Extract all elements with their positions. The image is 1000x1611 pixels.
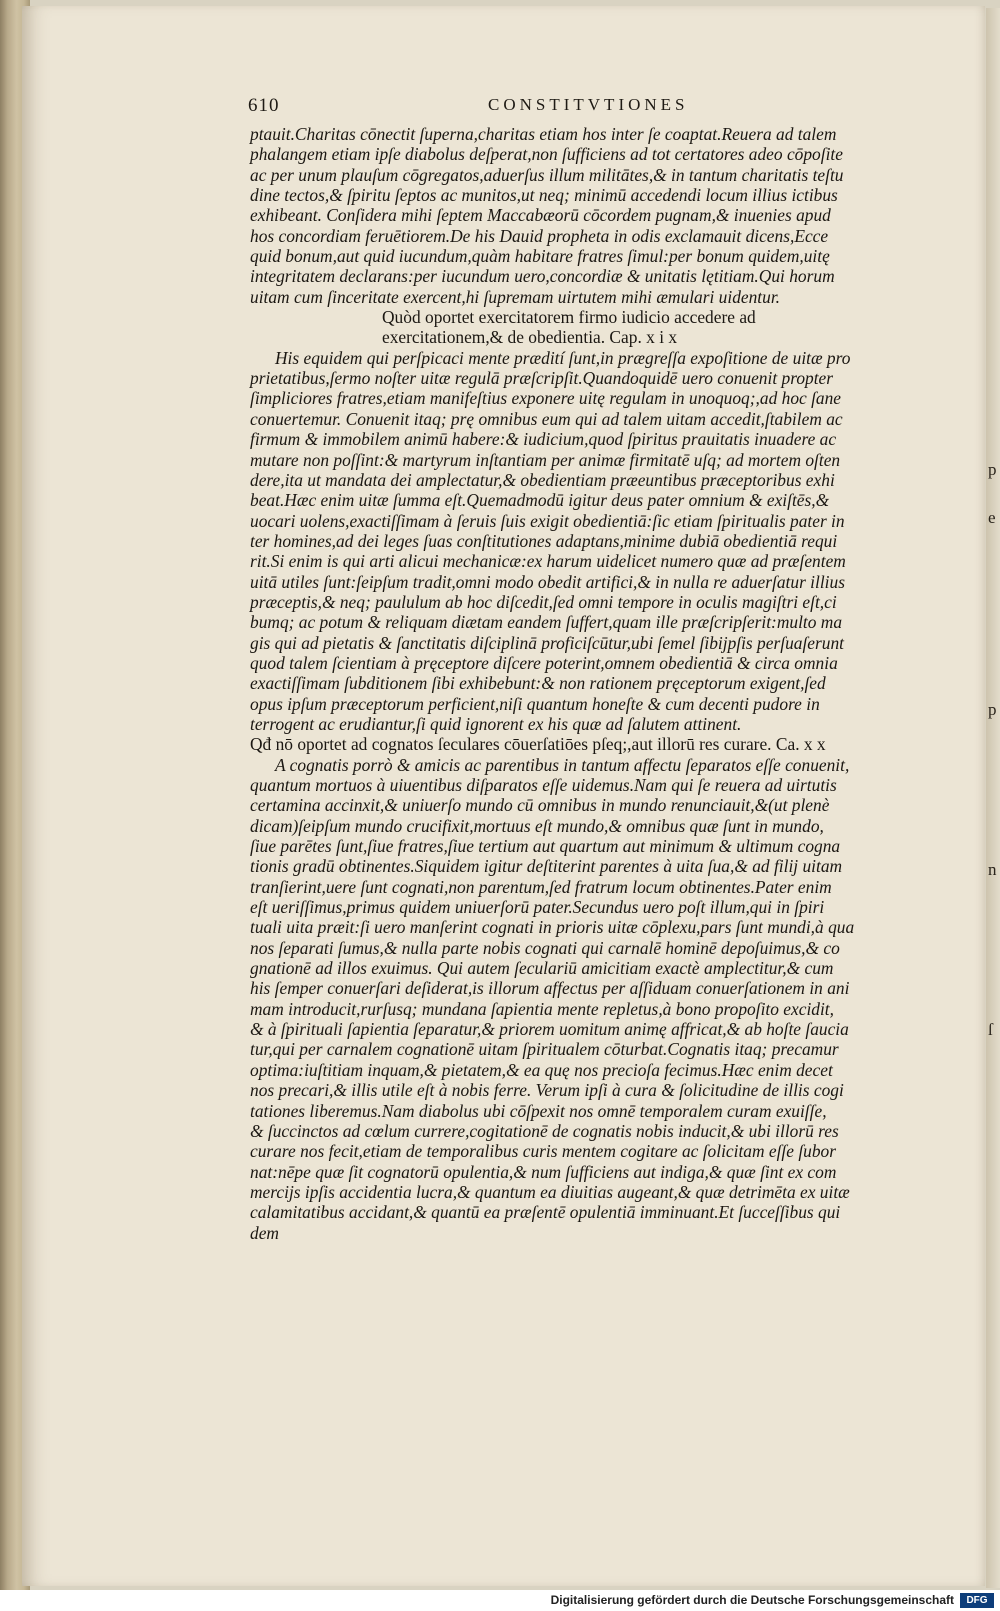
text-line: optima:iuſtitiam inquam,& pietatem,& ea quę nos precioſa fecimus.Hæc enim decet — [250, 1059, 833, 1080]
catchword — [250, 1243, 965, 1263]
text-line: tationes liberemus.Nam diabolus ubi cōſpexit nos omnē temporalem curam exuiſſe, — [250, 1100, 827, 1121]
body-text — [250, 124, 965, 1263]
facing-page-fragment: ſ — [988, 1020, 993, 1039]
text-line: tuali uita præit:ſi uero manſerint cognati in prioris uitæ cōplexu,pars ſunt mundi,à qua — [250, 917, 855, 938]
text-line: mutare non poſſint:& martyrum inſtantiam per animæ firmitatē uſq; ad mortem oſten — [250, 449, 841, 470]
text-line: his ſemper conuerſari deſiderat,is illorum affectus per aſſiduam conuerſationem in ani — [250, 978, 850, 999]
text-line: tionis gradū obtinentes.Siquidem igitur deſtiterint parentes à uita ſua,& ad filij uitam — [250, 856, 843, 877]
text-line: phalangem etiam ipſe diabolus deſperat,non ſufficiens ad tot certatores adeo cōpoſite — [250, 144, 843, 165]
digitization-footer — [0, 1590, 1000, 1611]
text-line: gis qui ad pietatis & ſanctitatis diſciplinā proficiſcūtur,ubi ſemel ſibijpſis perſuaſerunt — [250, 632, 844, 653]
text-line: & ſuccinctos ad cœlum currere,cogitationē de cognatis nobis inducit,& ubi illorū res — [250, 1120, 839, 1141]
text-line: dem — [250, 1222, 279, 1243]
text-line: quid bonum,aut quid iucundum,quàm habitare fratres ſimul:per bonum quidem,uitę — [250, 246, 830, 267]
text-line: ptauit.Charitas cōnectit ſuperna,charitas etiam hos inter ſe coaptat.Reuera ad talem — [250, 124, 837, 144]
text-line: uitā utiles ſunt:ſeipſum tradit,omni modo obedit artifici,& in nulla re aduerſatur illius — [250, 571, 845, 592]
text-line: calamitatibus accidant,& quantū ea præſentē opulentiā imminuant.Et ſucceſſibus qui — [250, 1202, 841, 1223]
facing-page-fragment: n — [988, 860, 997, 879]
text-line: nat:nēpe quæ ſit cognatorū opulentia,& num ſufficiens aut indiga,& quæ ſint ex com — [250, 1161, 837, 1182]
running-head: CONSTITVTIONES — [488, 95, 689, 114]
text-line: mam introducit,rurſusq; mundana ſapientia mente repletus,à bono propoſito excidit, — [250, 998, 834, 1019]
text-line: A cognatis porrò & amicis ac parentibus in tantum affectu ſeparatos eſſe conuenit, — [275, 754, 850, 775]
text-line: dere,ita ut mandata dei amplectatur,& obedientiam præeuntibus præceptoribus exhi — [250, 469, 835, 490]
text-line: mercijs ipſis accidentia lucra,& quantum ea diuitias augeant,& quæ detrimēta ex uitæ — [250, 1181, 850, 1202]
text-line: beat.Hæc enim uitæ ſumma eſt.Quemadmodū igitur deus pater omnium & exiſtēs,& — [250, 490, 830, 511]
page-number: 610 — [248, 95, 280, 116]
text-line: nos precari,& illis utile eſt à nobis ferre. Verum ipſi à cura & ſolicitudine de illis cogi — [250, 1080, 844, 1101]
text-line: ſimpliciores fratres,etiam manifeſtius exponere uitę regulam in unoquoq;,ad hoc ſane — [250, 388, 842, 409]
text-line: terrogent ac erudiantur,ſi quid ignorent ex his quæ ad ſalutem attinent. — [250, 713, 742, 734]
funding-note: Digitalisierung gefördert durch die Deutsche Forschungsgemeinschaft — [550, 1593, 954, 1607]
text-line: hos concordiam feruētiorem.De his Dauid propheta in odis exclamauit dicens,Ecce — [250, 225, 829, 246]
text-line: firmum & immobilem animū habere:& iudicium,quod ſpiritus prauitatis inuadere ac — [250, 429, 837, 450]
text-line: conuertemur. Conuenit itaq; prę omnibus eum qui ad talem uitam accedit,ſtabilem ac — [250, 408, 843, 429]
text-line: prietatibus,ſermo noſter uitæ regulā præſcripſit.Quandoquidē uero conuenit propter — [250, 368, 834, 389]
text-line: tranſierint,uere ſunt cognati,non parentum,ſed fratrum locum obtinentes.Pater enim — [250, 876, 832, 897]
text-line: opus ipſum præceptorum perficient,niſi quantum honeſte & cum decenti pudore in — [250, 693, 820, 714]
text-line: dicam)ſeipſum mundo crucifixit,mortuus eſt mundo,& omnibus quæ ſunt in mundo, — [250, 815, 824, 836]
text-line: exactiſſimam ſubditionem ſibi exhibebunt:& non rationem pręceptorum exigent,ſed — [250, 673, 826, 694]
text-line: bumq; ac potum & reliquam diætam eandem ſuffert,quam ille præſcripſerit:multo ma — [250, 612, 843, 633]
text-line: tur,qui per carnalem cognationē uitam ſpiritualem cōturbat.Cognatis itaq; precamur — [250, 1039, 839, 1060]
text-line: nos ſeparati ſumus,& nulla parte nobis cognati qui carnalē hominē depoſuimus,& co — [250, 937, 840, 958]
text-line: uitam cum ſinceritate exercent,hi ſupremam uirtutem mihi æmulari uidentur. — [250, 286, 781, 307]
chapter-heading: Qđ nō oportet ad cognatos ſeculares cōuerſatiōes pſeq;,aut illorū res curare. Ca. x x — [250, 734, 826, 755]
text-line: præceptis,& neq; paululum ab hoc diſcedit,ſed omni tempore in oculis magiſtri eſt,ci — [250, 591, 837, 612]
facing-page-fragment: p — [988, 700, 997, 719]
text-line: & à ſpirituali ſapientia ſeparatur,& priorem uomitum animę affricat,& ab hoſte ſaucia — [250, 1019, 849, 1040]
text-line: dine tectos,& ſpiritu ſeptos ac munitos,ut neq; minimū accedendi locum illius ictibus — [250, 185, 838, 206]
text-line: ac per unum plauſum cōgregatos,aduerſus illum militātes,& in tantum charitatis teſtu — [250, 164, 844, 185]
text-line: rit.Si enim is qui arti alicui mechanicæ:ex harum uidelicet numero quæ ad præſentem — [250, 551, 846, 572]
text-line: ter homines,ad dei leges ſuas conſtitutiones adaptans,minime dubiā obedientiā requi — [250, 530, 838, 551]
chapter-heading: exercitationem,& de obedientia. Cap. x i x — [382, 327, 678, 348]
text-line: integritatem declarans:per iucundum uero,concordiæ & unitatis lętitiam.Qui horum — [250, 266, 835, 287]
text-line: quod talem ſcientiam à pręceptore diſcere poterint,omnem obedientiā & circa omnia — [250, 652, 838, 673]
text-line: eſt ueriſſimus,primus quidem uniuerſorū pater.Secundus uero poſt illum,qui in ſpiri — [250, 897, 825, 918]
facing-page-fragment: p — [988, 460, 997, 479]
text-line: gnationē ad illos exuimus. Qui autem ſeculariū amicitiam exactè amplectitur,& cum — [250, 958, 834, 979]
text-line: uocari uolens,exactiſſimam à ſeruis ſuis exigit obedientiā:ſic etiam ſpiritualis pater in — [250, 510, 845, 531]
text-line: curare nos fecit,etiam de temporalibus curis mentem cogitare ac ſolicitam eſſe ſubor — [250, 1141, 837, 1162]
dfg-logo: DFG — [960, 1593, 994, 1608]
chapter-heading: Quòd oportet exercitatorem firmo iudicio accedere ad — [382, 307, 756, 328]
text-line: certamina accinxit,& uniuerſo mundo cū omnibus in mundo renunciauit,&(ut plenè — [250, 795, 830, 816]
page-header — [248, 95, 708, 119]
text-line: quantum mortuos à uiuentibus diſparatos eſſe uidemus.Nam qui ſe reuera ad uirtutis — [250, 775, 837, 795]
facing-page-fragment: e — [988, 508, 996, 527]
facing-page-edge — [986, 8, 1000, 1588]
text-line: His equidem qui perſpicaci mente prædití ſunt,in prægreſſa expoſitione de uitæ pro — [275, 347, 851, 368]
text-line: exhibeant. Conſidera mihi ſeptem Maccabæorū cōcordem pugnam,& inuenies apud — [250, 205, 831, 226]
text-line: ſiue parētes ſunt,ſiue fratres,ſiue tertium aut quartum aut minimum & ultimum cogna — [250, 836, 841, 857]
